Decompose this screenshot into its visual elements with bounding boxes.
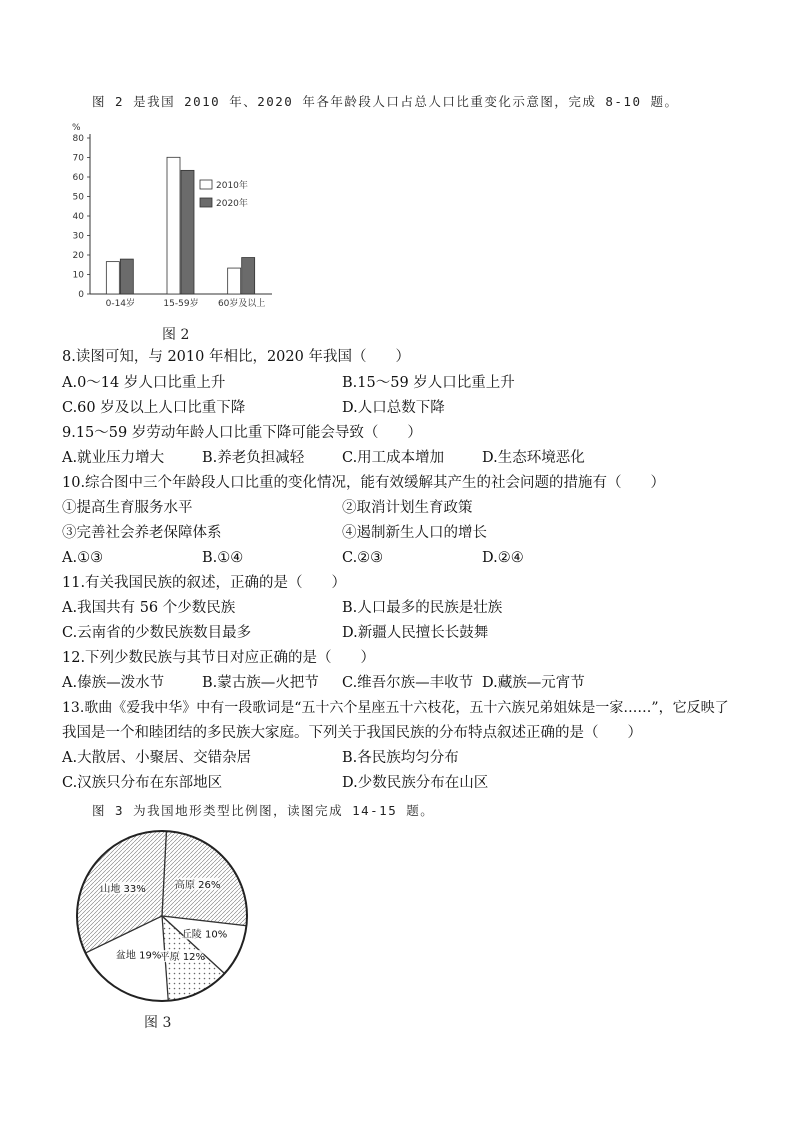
q11-option-c: C.云南省的少数民族数目最多: [62, 625, 252, 641]
q12-option-c: C.维吾尔族—丰收节: [342, 675, 474, 691]
q10-option-c: C.②③: [342, 550, 384, 566]
x-tick-label: 60岁及以上: [217, 299, 266, 309]
y-tick-label: 0: [78, 290, 84, 300]
fig2-caption: 图 2: [162, 327, 190, 343]
q13-option-a: A.大散居、小聚居、交错杂居: [62, 750, 252, 766]
y-tick-label: 50: [72, 192, 84, 203]
q12-option-a: A.傣族—泼水节: [62, 675, 165, 691]
legend-label: 2010年: [216, 181, 248, 191]
q10-item-1: ①提高生育服务水平: [62, 500, 193, 516]
q12-option-d: D.藏族—元宵节: [482, 675, 585, 691]
q11-option-d: D.新疆人民擅长长鼓舞: [342, 625, 489, 641]
bar-series2-cat3: [242, 258, 255, 294]
bar-series2-cat1: [120, 259, 133, 294]
legend-label: 2020年: [216, 199, 248, 209]
fig3-caption: 图 3: [144, 1015, 172, 1031]
pie-label: 山地 33%: [100, 884, 146, 896]
q9-option-a: A.就业压力增大: [62, 450, 165, 466]
x-tick-label: 15-59岁: [163, 299, 199, 309]
bar-series1-cat2: [167, 157, 180, 294]
bar-series1-cat3: [228, 268, 241, 294]
legend-swatch: [200, 180, 212, 189]
q13-option-d: D.少数民族分布在山区: [342, 775, 489, 791]
q10-option-b: B.①④: [202, 550, 244, 566]
age-structure-bar-chart: [62, 118, 282, 318]
q10-item-3: ③完善社会养老保障体系: [62, 525, 222, 541]
q12-stem: 12.下列少数民族与其节日对应正确的是（ ）: [62, 650, 376, 666]
pie-label: 盆地 19%: [115, 950, 162, 962]
q9-option-c: C.用工成本增加: [342, 450, 445, 466]
bars: [106, 157, 254, 294]
q9-option-b: B.养老负担减轻: [202, 450, 305, 466]
q9-option-d: D.生态环境恶化: [482, 450, 585, 466]
terrain-pie-illustration: [62, 826, 262, 1006]
y-tick-label: 40: [72, 212, 84, 222]
legend-swatch: [200, 198, 212, 207]
q8-option-d: D.人口总数下降: [342, 400, 445, 416]
q10-stem: 10.综合图中三个年龄段人口比重的变化情况，能有效缓解其产生的社会问题的措施有（ ）: [62, 475, 666, 491]
pie-label: 高原 26%: [175, 879, 221, 891]
q11-option-a: A.我国共有 56 个少数民族: [62, 600, 236, 616]
q10-option-d: D.②④: [482, 550, 524, 566]
legend: [200, 179, 248, 209]
q10-option-a: A.①③: [62, 550, 104, 566]
terrain-pie: [77, 831, 247, 1001]
q13-option-b: B.各民族均匀分布: [342, 750, 459, 766]
y-tick-label: 20: [72, 251, 84, 261]
q9-stem: 9.15～59 岁劳动年龄人口比重下降可能会导致（ ）: [62, 425, 422, 441]
bar-series2-cat2: [181, 170, 194, 294]
q8-stem: 8.读图可知，与 2010 年相比，2020 年我国（ ）: [62, 349, 410, 365]
q10-item-4: ④遏制新生人口的增长: [342, 525, 487, 541]
bar-series1-cat1: [106, 262, 119, 294]
q8-option-a: A.0～14 岁人口比重上升: [62, 375, 226, 391]
q13-stem-line2: 我国是一个和睦团结的多民族大家庭。下列关于我国民族的分布特点叙述正确的是（ ）: [62, 725, 642, 741]
x-axis-labels: [106, 297, 266, 309]
q11-stem: 11.有关我国民族的叙述，正确的是（ ）: [62, 575, 347, 591]
intro-fig3: 图 3 为我国地形类型比例图，读图完成 14-15 题。: [92, 803, 435, 818]
q11-option-b: B.人口最多的民族是壮族: [342, 600, 503, 616]
q12-option-b: B.蒙古族—火把节: [202, 675, 319, 691]
y-tick-label: 30: [72, 231, 84, 242]
q13-stem-line1: 13.歌曲《爱我中华》中有一段歌词是“五十六个星座五十六枝花，五十六族兄弟姐妹是一家……”，它反映了: [62, 700, 729, 716]
q8-option-c: C.60 岁及以上人口比重下降: [62, 400, 246, 416]
y-tick-label: 10: [72, 270, 84, 281]
y-tick-label: 70: [72, 153, 84, 164]
y-tick-label: 60: [72, 173, 84, 183]
pie-label: 丘陵 10%: [181, 929, 228, 941]
q8-option-b: B.15～59 岁人口比重上升: [342, 375, 515, 391]
q13-option-c: C.汉族只分布在东部地区: [62, 775, 223, 791]
y-unit-label: %: [72, 123, 81, 133]
y-tick-label: 80: [72, 134, 84, 144]
x-tick-label: 0-14岁: [105, 299, 136, 309]
intro-fig2: 图 2 是我国 2010 年、2020 年各年龄段人口占总人口比重变化示意图，完成 8-10 题。: [92, 94, 679, 109]
pie-label: 平原 12%: [159, 952, 206, 964]
q10-item-2: ②取消计划生育政策: [342, 500, 473, 516]
